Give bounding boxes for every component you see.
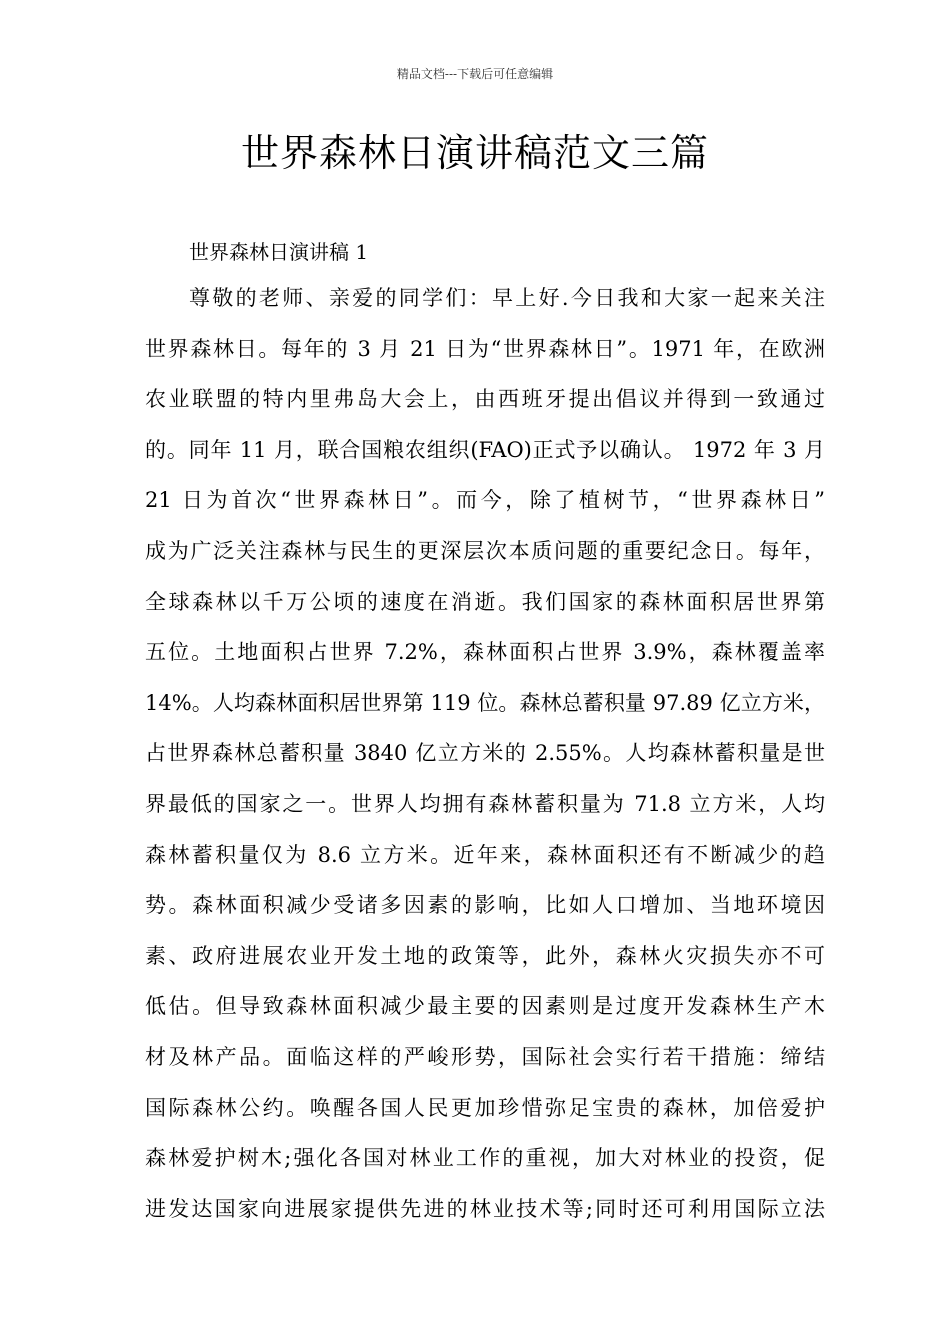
body-line-text: 的。同年 11 月，联合国粮农组织(FAO)正式予以确认。 1972 年 3 月 (145, 437, 825, 462)
body-line (145, 1041, 825, 1092)
body-text (145, 282, 825, 1243)
body-line (145, 990, 825, 1041)
body-line-text: 农业联盟的特内里弗岛大会上，由西班牙提出倡议并得到一致通过 (145, 387, 825, 412)
body-line (145, 383, 825, 434)
body-line-text: 成为广泛关注森林与民生的更深层次本质问题的重要纪念日。每年， (145, 538, 825, 563)
body-line-text: 森林爱护树木;强化各国对林业工作的重视，加大对林业的投资，促 (145, 1146, 825, 1171)
body-line-text: 国际森林公约。唤醒各国人民更加珍惜弥足宝贵的森林，加倍爱护 (145, 1095, 825, 1120)
body-line (145, 1142, 825, 1193)
body-line (145, 839, 825, 890)
body-line (145, 636, 825, 687)
document-title: 世界森林日演讲稿范文三篇 (240, 131, 709, 175)
body-line (145, 586, 825, 637)
body-line-text: 全球森林以千万公顷的速度在消逝。我们国家的森林面积居世界第 (145, 589, 825, 614)
body-line (145, 484, 825, 535)
body-line (145, 1193, 825, 1244)
body-line-text: 尊敬的老师、亲爱的同学们：早上好.今日我和大家一起来关注 (189, 286, 825, 310)
body-line-text: 材及林产品。面临这样的严峻形势，国际社会实行若干措施：缔结 (145, 1044, 825, 1069)
body-line-text: 21 日为首次“世界森林日”。而今，除了植树节，“世界森林日” (145, 488, 825, 513)
body-line-text: 低估。但导致森林面积减少最主要的因素则是过度开发森林生产木 (145, 994, 825, 1019)
body-line-text: 14%。人均森林面积居世界第 119 位。森林总蓄积量 97.89 亿立方米， (145, 690, 825, 715)
body-line (145, 737, 825, 788)
body-line (145, 535, 825, 586)
body-line-text: 素、政府进展农业开发土地的政策等，此外，森林火灾损失亦不可 (145, 943, 825, 968)
body-line (145, 687, 825, 738)
body-line-text: 世界森林日。每年的 3 月 21 日为“世界森林日”。1971 年，在欧洲 (145, 336, 825, 361)
page-header: 精品文档---下载后可任意编辑 (396, 67, 554, 81)
body-line-text: 进发达国家向进展家提供先进的林业技术等;同时还可利用国际立法 (145, 1196, 825, 1221)
body-line (145, 889, 825, 940)
body-line-text: 势。森林面积减少受诸多因素的影响，比如人口增加、当地环境因 (145, 893, 825, 918)
body-line (145, 788, 825, 839)
body-line (145, 333, 825, 384)
body-line (145, 1092, 825, 1143)
body-line (145, 940, 825, 991)
body-line-text: 五位。土地面积占世界 7.2%，森林面积占世界 3.9%，森林覆盖率 (145, 640, 825, 665)
body-line-text: 森林蓄积量仅为 8.6 立方米。近年来，森林面积还有不断减少的趋 (145, 842, 825, 867)
body-line-text: 界最低的国家之一。世界人均拥有森林蓄积量为 71.8 立方米，人均 (145, 791, 825, 816)
body-line-text: 占世界森林总蓄积量 3840 亿立方米的 2.55%。人均森林蓄积量是世 (145, 741, 825, 766)
body-line (145, 434, 825, 485)
body-line (145, 282, 825, 333)
section-title: 世界森林日演讲稿 1 (189, 240, 369, 264)
